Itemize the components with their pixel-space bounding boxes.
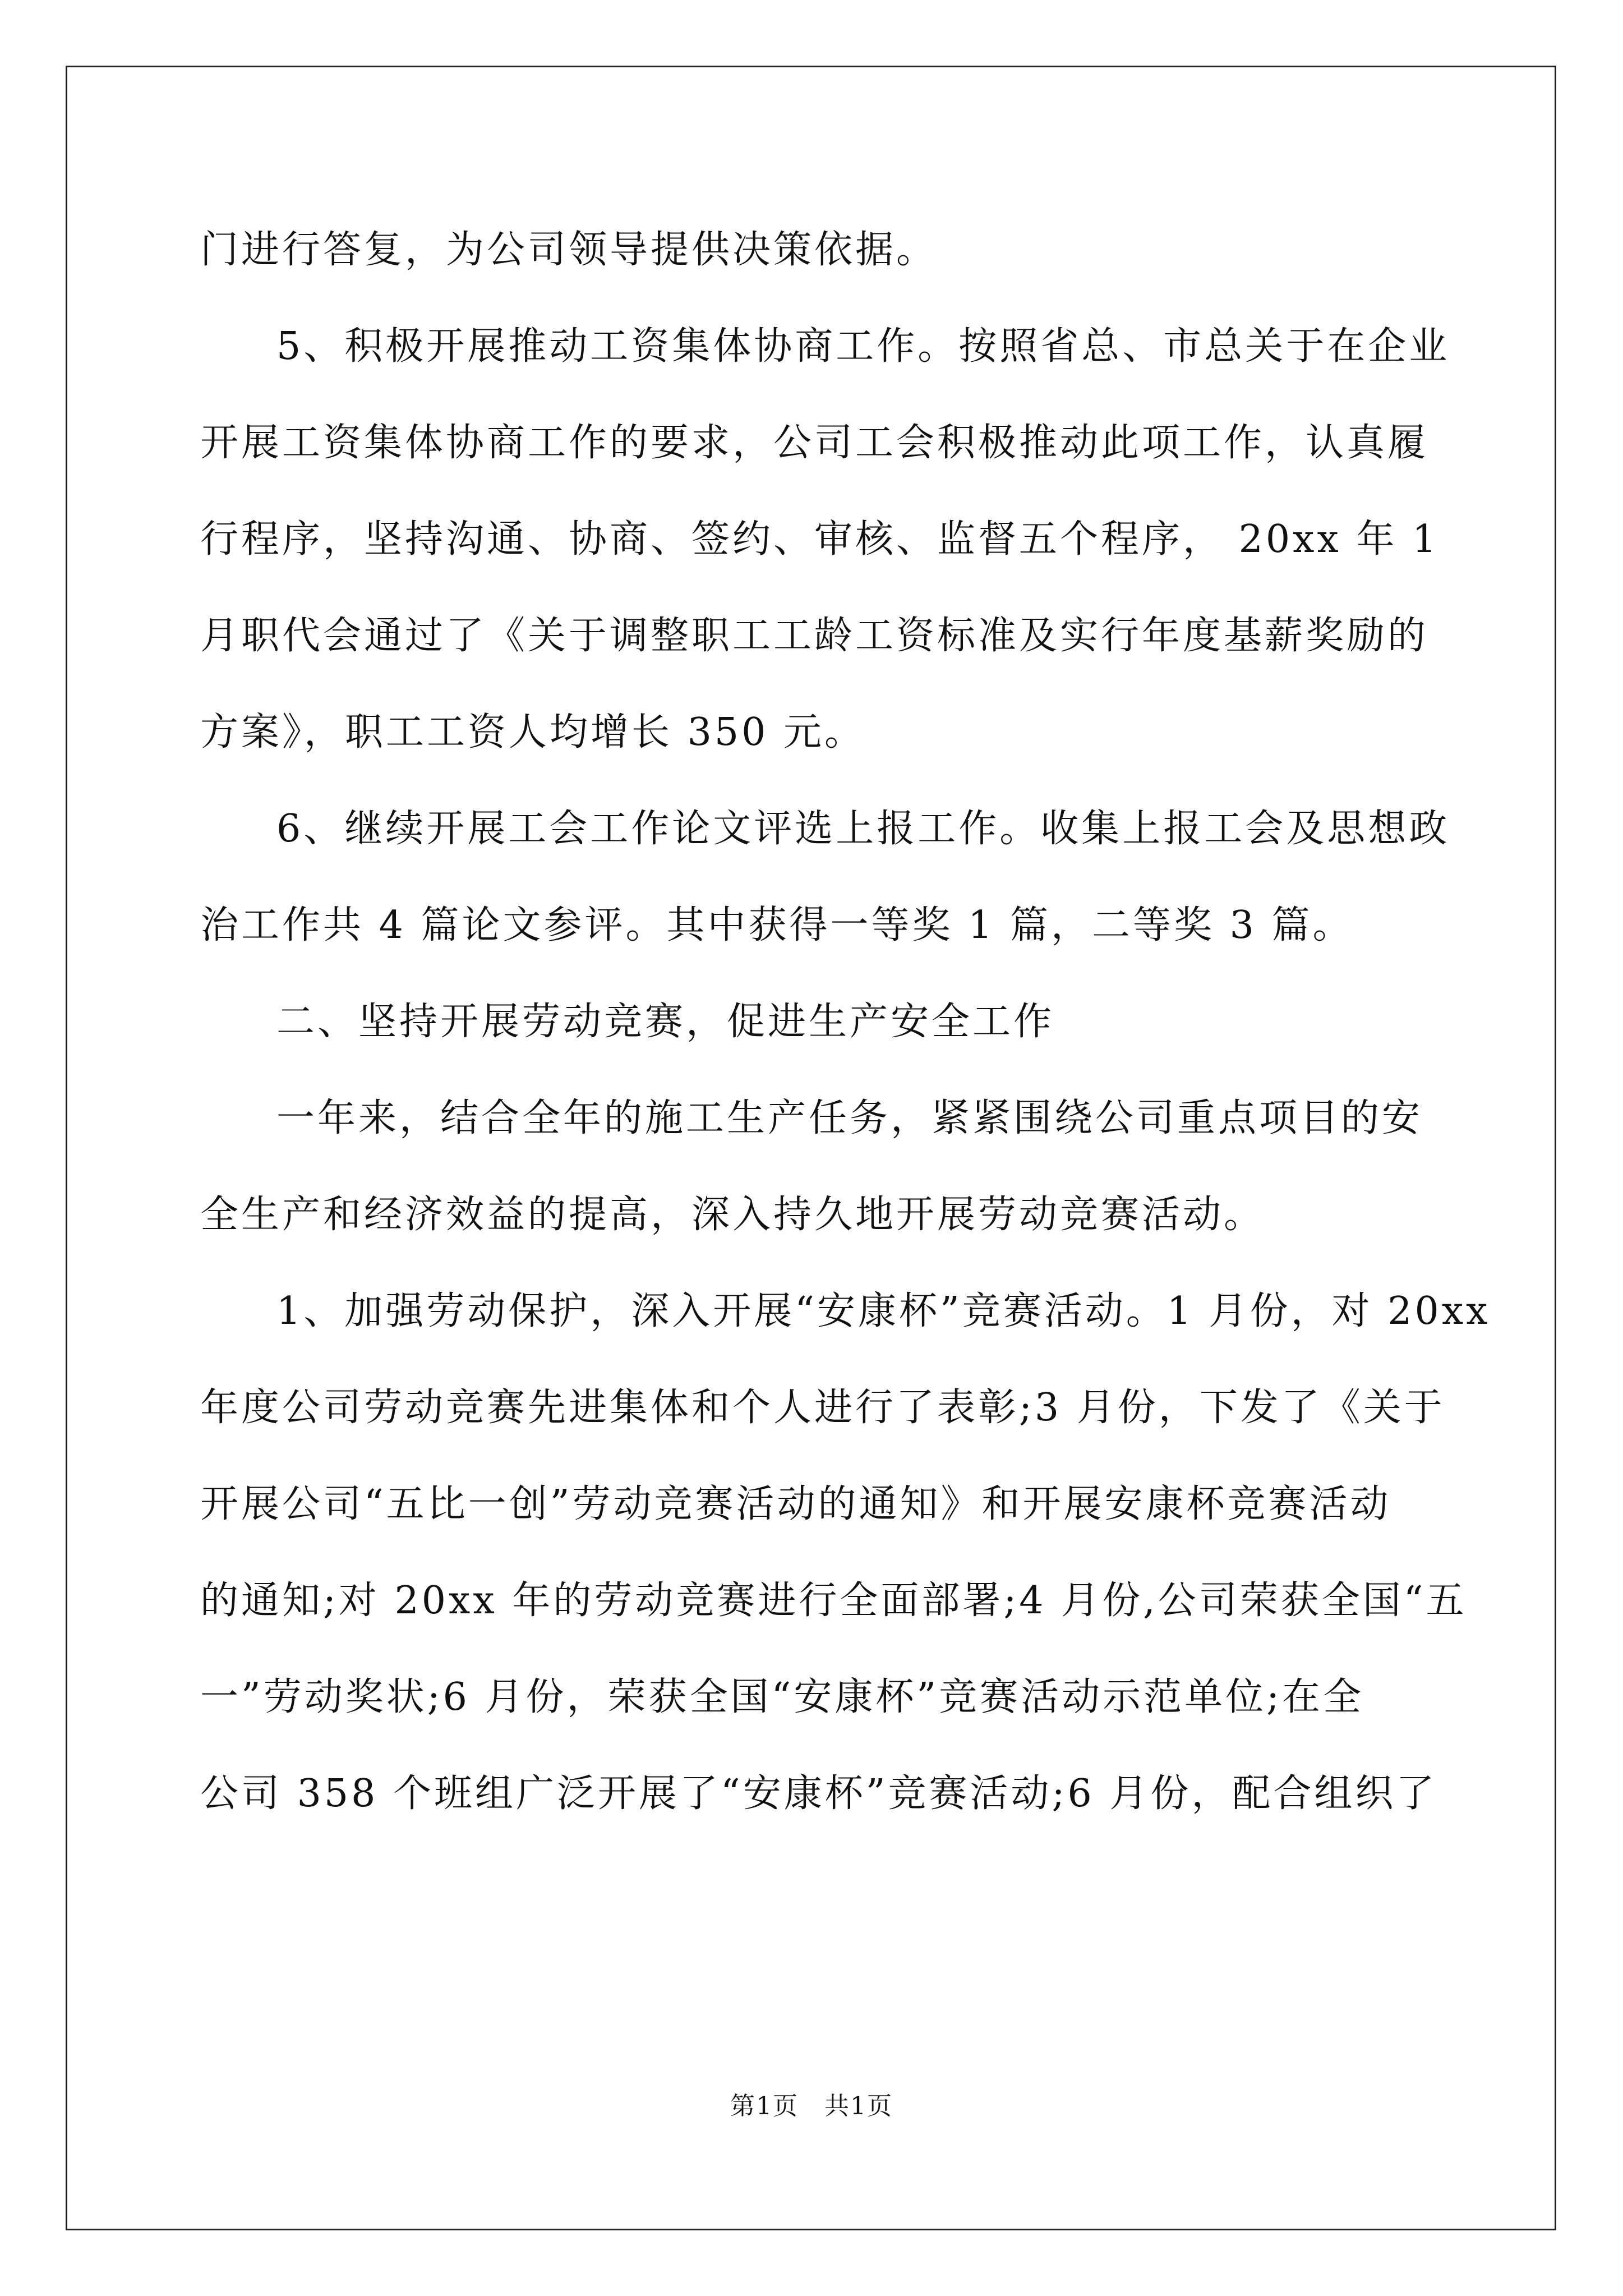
text-line: 开展公司“五比一创”劳动竞赛活动的通知》和开展安康杯竞赛活动 [200, 1482, 1391, 1526]
page-number: 第1页 [730, 2092, 799, 2120]
text-line: 全生产和经济效益的提高，深入持久地开展劳动竞赛活动。 [200, 1193, 1265, 1237]
text-line: 行程序，坚持沟通、协商、签约、审核、监督五个程序， 20xx 年 1 [200, 517, 1440, 562]
text-line: 一年来，结合全年的施工生产任务，紧紧围绕公司重点项目的安 [276, 1096, 1423, 1140]
text-line: 的通知;对 20xx 年的劳动竞赛进行全面部署;4 月份,公司荣获全国“五 [200, 1579, 1467, 1623]
text-line: 一”劳动奖状;6 月份，荣获全国“安康杯”竞赛活动示范单位;在全 [200, 1675, 1364, 1719]
page-total: 共1页 [824, 2092, 893, 2120]
text-line: 门进行答复，为公司领导提供决策依据。 [200, 228, 938, 272]
page-footer [0, 2086, 1623, 2122]
document-body [200, 202, 1491, 1842]
text-line: 月职代会通过了《关于调整职工工龄工资标准及实行年度基薪奖励的 [200, 614, 1429, 658]
text-line: 开展工资集体协商工作的要求，公司工会积极推动此项工作，认真履 [200, 421, 1429, 465]
text-line: 5、积极开展推动工资集体协商工作。按照省总、市总关于在企业 [276, 324, 1450, 369]
section-heading: 二、坚持开展劳动竞赛，促进生产安全工作 [276, 1000, 1055, 1044]
text-line: 治工作共 4 篇论文参评。其中获得一等奖 1 篇，二等奖 3 篇。 [200, 903, 1354, 947]
text-line: 方案》，职工工资人均增长 350 元。 [200, 710, 866, 754]
text-line: 公司 358 个班组广泛开展了“安康杯”竞赛活动;6 月份，配合组织了 [200, 1772, 1437, 1816]
text-line: 年度公司劳动竞赛先进集体和个人进行了表彰;3 月份，下发了《关于 [200, 1386, 1445, 1430]
text-line: 6、继续开展工会工作论文评选上报工作。收集上报工会及思想政 [276, 807, 1450, 851]
text-line: 1、加强劳动保护，深入开展“安康杯”竞赛活动。1 月份，对 20xx [276, 1289, 1491, 1333]
